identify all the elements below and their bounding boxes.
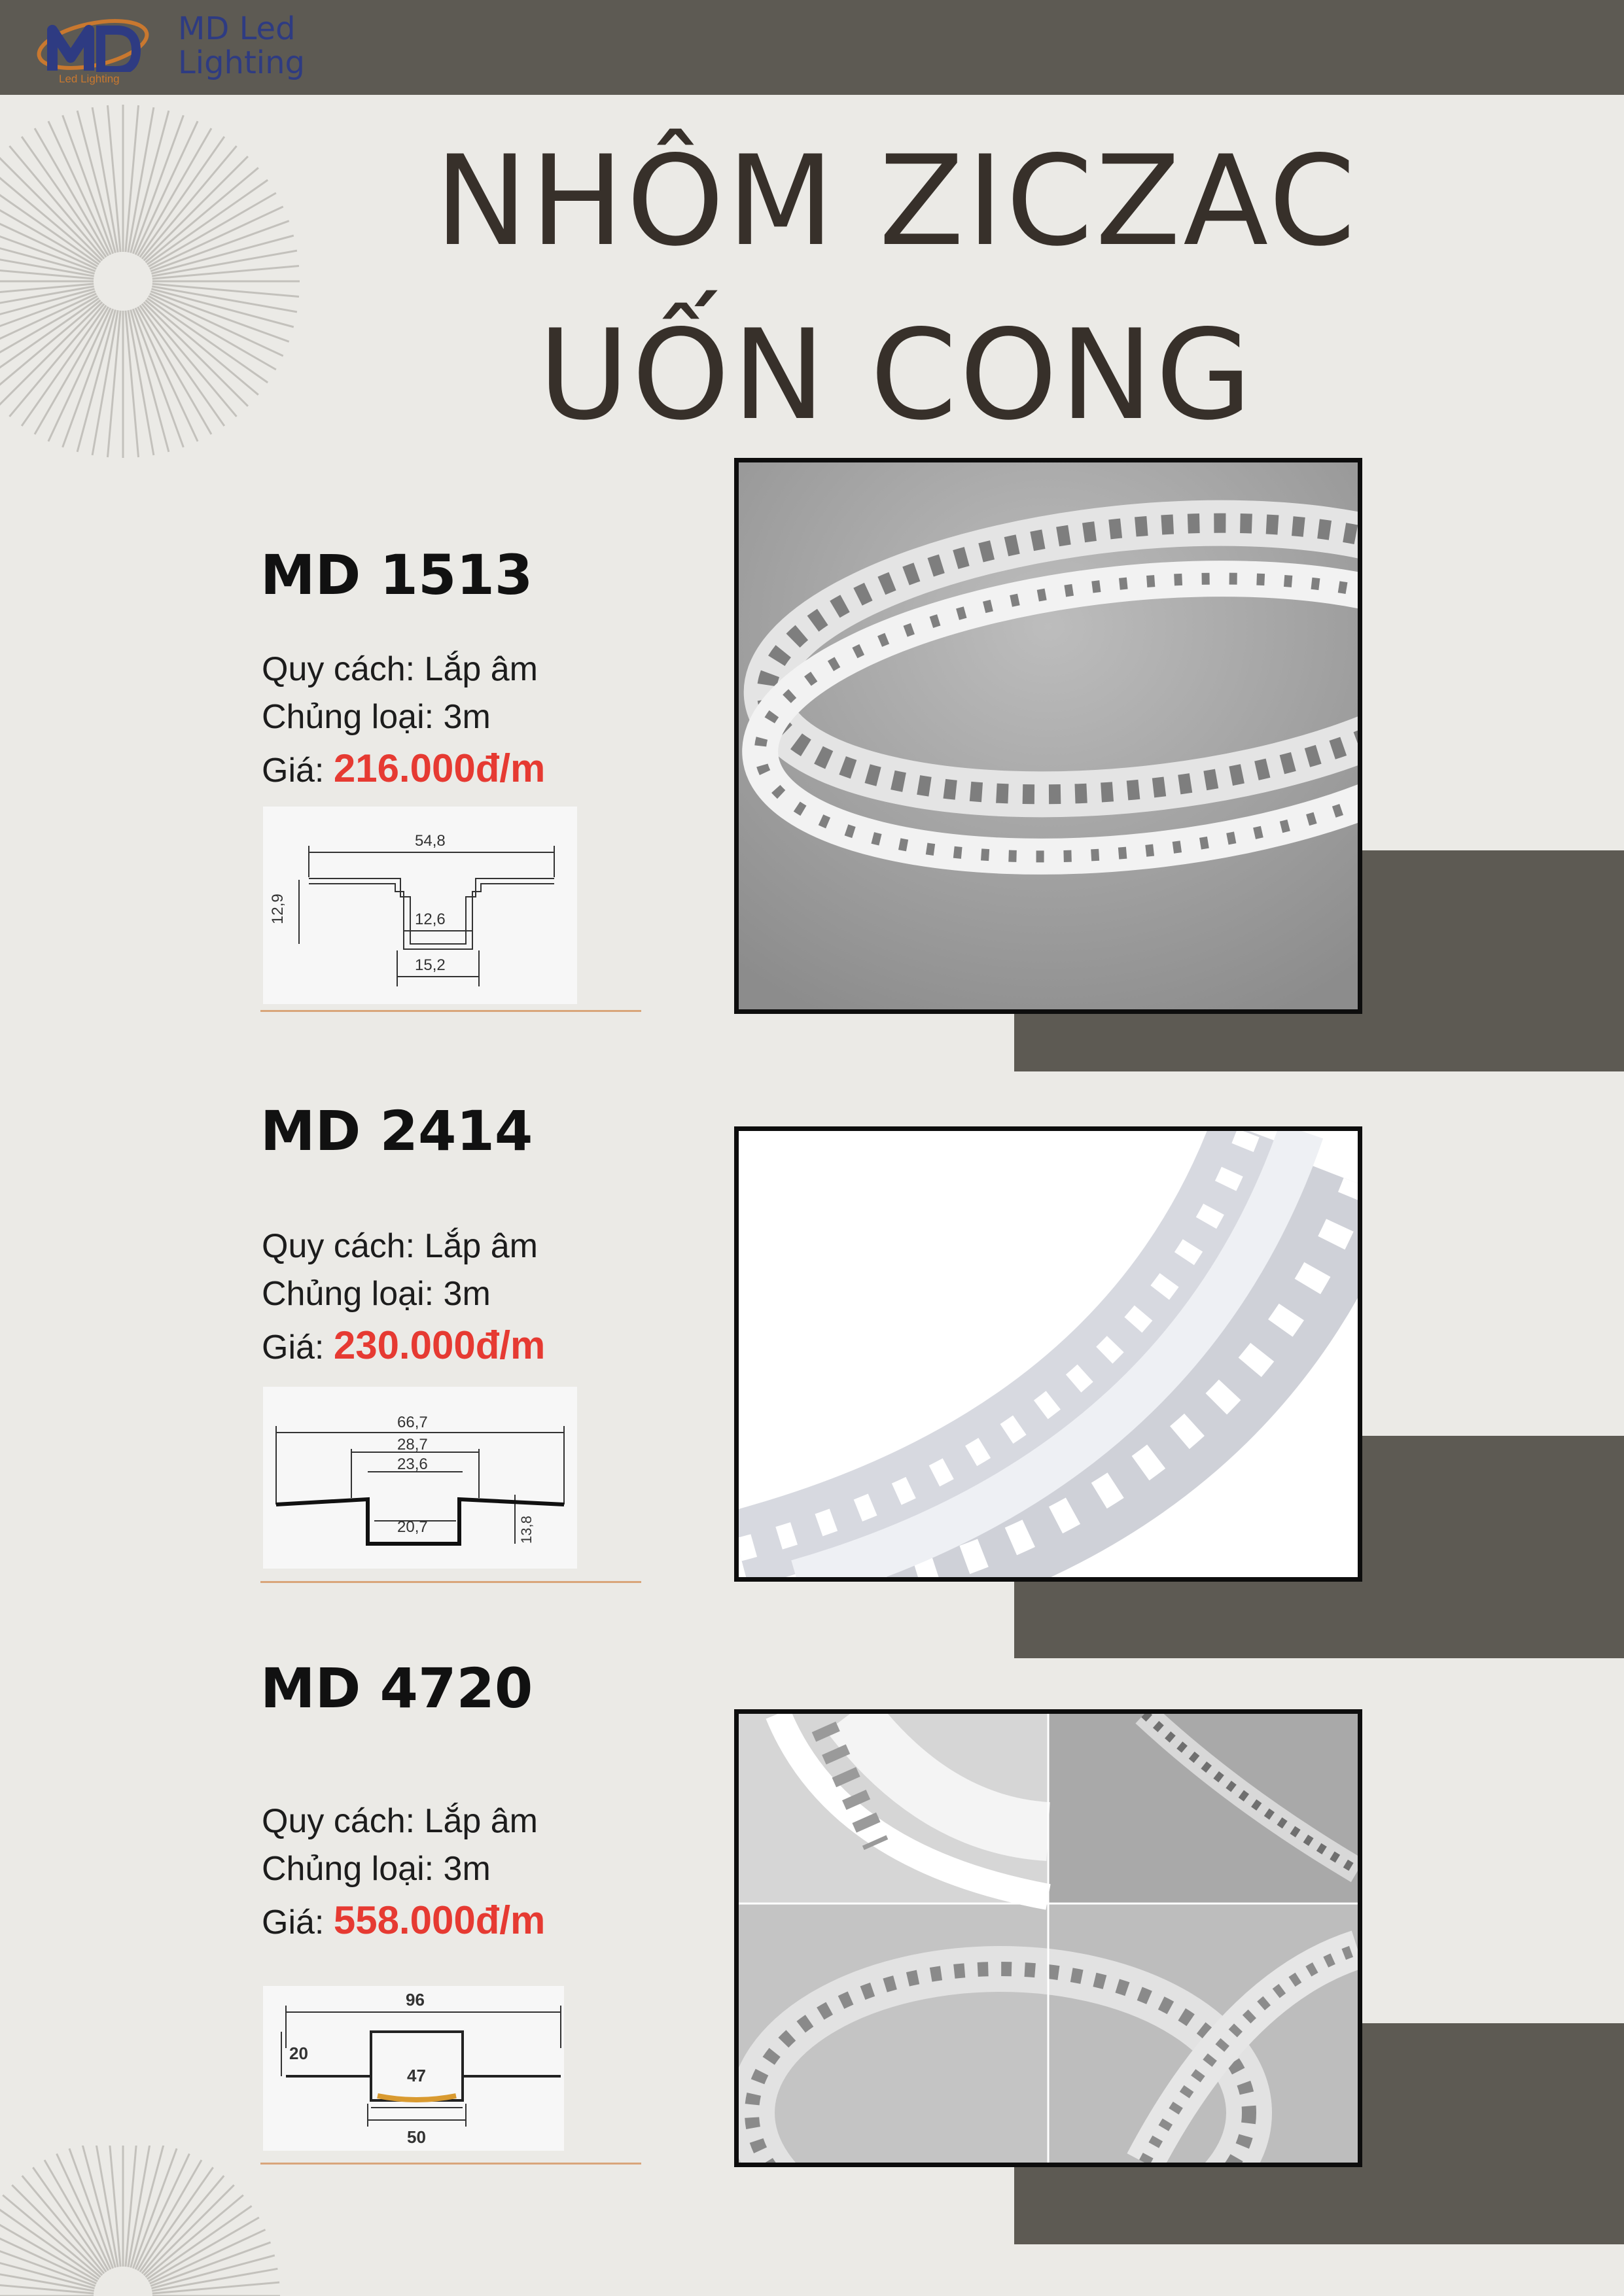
sunburst-ray <box>9 146 104 258</box>
sunburst-ray <box>12 2185 102 2275</box>
svg-text:Led Lighting: Led Lighting <box>59 73 120 85</box>
product-type: Chủng loại: 3m <box>262 1850 491 1888</box>
product-photo <box>734 458 1362 1014</box>
product-name: MD 4720 <box>260 1656 533 1720</box>
dimension-label: 50 <box>407 2127 426 2147</box>
dimension-label: 66,7 <box>397 1414 428 1431</box>
profile-diagram <box>263 807 577 1004</box>
sunburst-decoration-bottom <box>0 2146 300 2296</box>
sunburst-ray <box>145 300 258 395</box>
sunburst-ray <box>145 167 258 262</box>
header-bar <box>0 0 1624 95</box>
sunburst-ray <box>0 2206 99 2279</box>
dimension-label: 96 <box>406 1990 425 2009</box>
dimension-label: 54,8 <box>415 832 446 850</box>
price-label: Giá: <box>262 752 334 790</box>
sunburst-ray <box>144 302 248 406</box>
sunburst-ray <box>142 304 237 416</box>
sunburst-ray <box>0 2242 96 2286</box>
dimension-label: 28,7 <box>397 1436 428 1453</box>
price-value: 558.000đ/m <box>333 1898 546 1942</box>
brand-name <box>178 12 305 80</box>
dimension-label: 20 <box>289 2044 308 2063</box>
sunburst-decoration-top <box>0 105 300 458</box>
product-spec: Quy cách: Lắp âm <box>262 1802 538 1840</box>
price-label: Giá: <box>262 1329 334 1366</box>
dimension-label: 13,8 <box>518 1516 535 1544</box>
divider-line <box>260 1581 641 1583</box>
product-spec: Quy cách: Lắp âm <box>262 1227 538 1265</box>
price-value: 230.000đ/m <box>333 1323 546 1367</box>
sunburst-ray <box>144 156 248 260</box>
price-value: 216.000đ/m <box>333 746 546 790</box>
product-name: MD 1513 <box>260 543 533 607</box>
page-title <box>327 114 1466 462</box>
sunburst-ray <box>144 2185 234 2275</box>
price-label: Giá: <box>262 1904 334 1941</box>
brand-line-1: MD Led <box>178 10 296 47</box>
dimension-label: 20,7 <box>397 1518 428 1536</box>
divider-line <box>260 1010 641 1012</box>
product-price <box>262 1323 545 1368</box>
dimension-label: 12,9 <box>269 894 287 924</box>
profile-diagram <box>263 1986 564 2151</box>
sunburst-ray <box>9 304 104 416</box>
dimension-label: 15,2 <box>415 956 446 974</box>
product-photo-collage <box>734 1709 1362 2167</box>
product-type: Chủng loại: 3m <box>262 1275 491 1313</box>
profile-diagram <box>263 1387 577 1569</box>
sunburst-ray <box>0 302 102 406</box>
dimension-label: 47 <box>407 2066 426 2085</box>
product-price <box>262 746 545 791</box>
product-price <box>262 1898 545 1943</box>
title-line-1: NHÔM ZICZAC <box>434 129 1358 273</box>
product-photo <box>734 1126 1362 1582</box>
product-spec: Quy cách: Lắp âm <box>262 650 538 688</box>
sunburst-ray <box>142 146 237 258</box>
product-type: Chủng loại: 3m <box>262 698 491 736</box>
dimension-label: 12,6 <box>415 911 446 928</box>
sunburst-ray <box>0 156 102 260</box>
brand-logo <box>33 12 150 85</box>
dimension-label: 23,6 <box>397 1455 428 1473</box>
divider-line <box>260 2163 641 2165</box>
product-name: MD 2414 <box>260 1099 533 1163</box>
title-line-2: UỐN CONG <box>538 303 1255 447</box>
brand-line-2: Lighting <box>178 44 306 81</box>
